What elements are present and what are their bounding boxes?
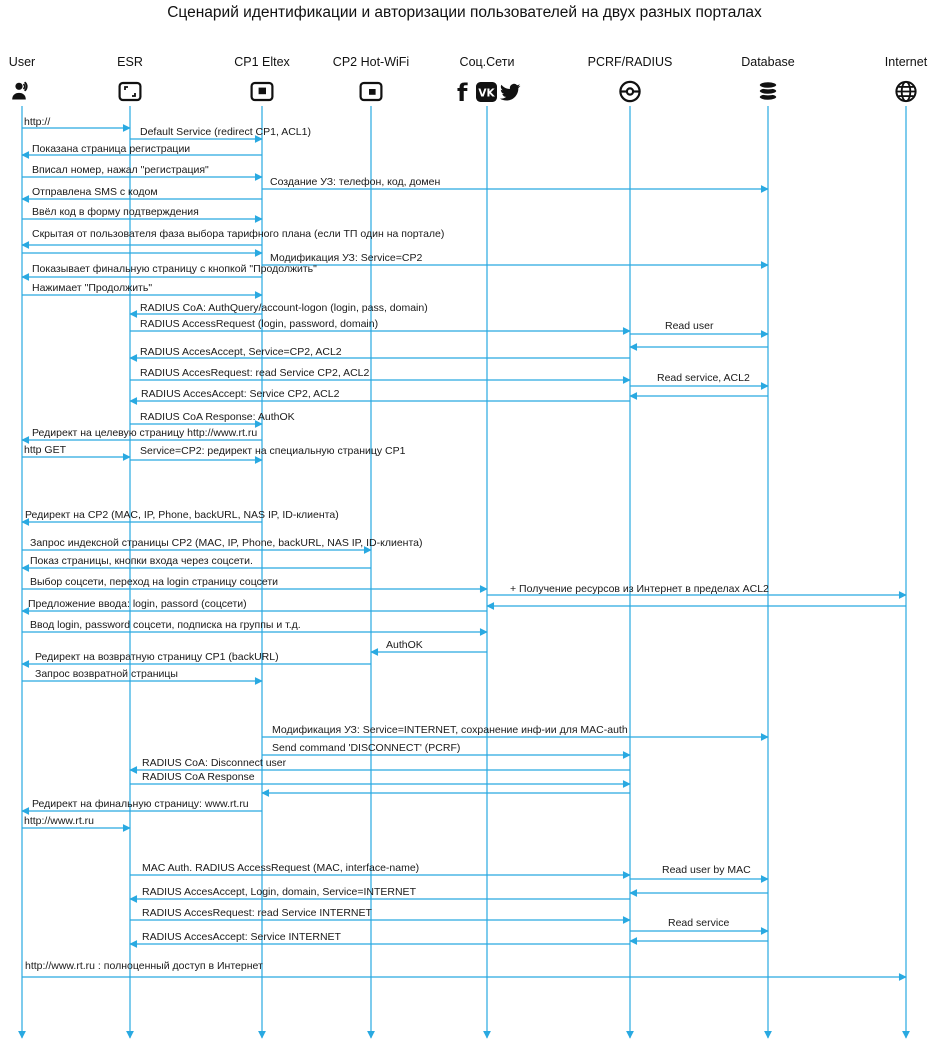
message-label-35: Запрос возвратной страницы	[35, 668, 178, 680]
svg-text:f: f	[457, 79, 468, 107]
message-label-18: Read service, ACL2	[657, 372, 750, 384]
vk-icon	[476, 82, 497, 102]
social-icons	[457, 79, 520, 107]
esr-icon	[120, 83, 141, 100]
actor-label-cp2: CP2 Hot-WiFi	[332, 55, 410, 69]
user-icon	[12, 83, 26, 100]
message-label-29: + Получение ресурсов из Интернет в пределах ACL2	[510, 583, 769, 595]
actor-label-social: Соц.Сети	[459, 55, 515, 69]
message-label-0: http://	[24, 116, 51, 128]
portal1-icon	[252, 83, 273, 100]
database-icon	[759, 81, 777, 100]
message-label-22: Редирект на целевую страницу http://www.rt.ru	[32, 427, 258, 439]
message-label-47: RADIUS AccesRequest: read Service INTERNET	[142, 907, 372, 919]
message-label-12: RADIUS CoA: AuthQuery/account-logon (login, pass, domain)	[140, 302, 428, 314]
message-label-44: Read user by MAC	[662, 864, 751, 876]
actor-label-user: User	[8, 55, 36, 69]
message-label-4: Создание УЗ: телефон, код, домен	[270, 176, 441, 188]
message-label-21: RADIUS CoA Response: AuthOK	[140, 411, 295, 423]
message-label-41: Редирект на финальную страницу: www.rt.ru	[32, 798, 249, 810]
actor-label-inet: Internet	[884, 55, 928, 69]
message-label-24: Service=CP2: редирект на специальную страницу CP1	[140, 445, 406, 457]
message-label-5: Отправлена SMS с кодом	[32, 186, 158, 198]
message-label-10: Показывает финальную страницу с кнопкой "Продолжить"	[32, 263, 317, 275]
message-label-7: Скрытая от пользователя фаза выбора тарифного плана (если ТП один на портале)	[32, 228, 445, 240]
message-label-25: Редирект на CP2 (MAC, IP, Phone, backURL, NAS IP, ID-клиента)	[25, 509, 339, 521]
message-label-11: Нажимает "Продолжить"	[32, 282, 153, 294]
twitter-icon	[500, 84, 520, 101]
message-label-46: RADIUS AccesAccept, Login, domain, Service=INTERNET	[142, 886, 416, 898]
facebook-icon	[457, 79, 468, 107]
message-label-3: Вписал номер, нажал "регистрация"	[32, 164, 209, 176]
message-label-1: Default Service (redirect CP1, ACL1)	[140, 126, 311, 138]
message-label-16: RADIUS AccesAccept, Service=CP2, ACL2	[140, 346, 342, 358]
message-label-31: Предложение ввода: login, passord (соцсети)	[28, 598, 247, 610]
portal2-icon	[361, 83, 382, 100]
pcrf-icon	[620, 82, 639, 101]
actor-label-esr: ESR	[117, 55, 143, 69]
message-label-43: MAC Auth. RADIUS AccessRequest (MAC, interface-name)	[142, 862, 420, 874]
message-label-38: RADIUS CoA: Disconnect user	[142, 757, 287, 769]
globe-icon	[896, 82, 915, 101]
message-label-14: Read user	[665, 320, 714, 332]
message-label-32: Ввод login, password соцсети, подписка на группы и т.д.	[30, 619, 301, 631]
message-label-6: Ввёл код в форму подтверждения	[32, 206, 199, 218]
message-label-28: Выбор соцсети, переход на login страницу соцсети	[30, 576, 279, 588]
svg-text:VK: VK	[478, 87, 495, 100]
actor-label-db: Database	[741, 55, 795, 69]
message-label-20: RADIUS AccesAccept: Service CP2, ACL2	[141, 388, 340, 400]
message-label-34: Редирект на возвратную страницу CP1 (backURL)	[35, 651, 279, 663]
message-label-2: Показана страница регистрации	[32, 143, 191, 155]
message-label-9: Модификация УЗ: Service=CP2	[270, 252, 423, 264]
message-label-48: Read service	[668, 917, 730, 929]
message-label-23: http GET	[24, 444, 67, 456]
message-label-36: Модификация УЗ: Service=INTERNET, сохранение инф-ии для MAC-auth	[272, 724, 628, 736]
message-label-42: http://www.rt.ru	[24, 815, 95, 827]
message-label-13: RADIUS AccessRequest (login, password, domain)	[140, 318, 379, 330]
message-label-26: Запрос индексной страницы CP2 (MAC, IP, Phone, backURL, NAS IP, ID-клиента)	[30, 537, 423, 549]
message-label-51: http://www.rt.ru : полноценный доступ в Интернет	[25, 960, 263, 972]
message-label-39: RADIUS CoA Response	[142, 771, 255, 783]
message-label-37: Send command 'DISCONNECT' (PCRF)	[272, 742, 461, 754]
message-label-27: Показ страницы, кнопки входа через соцсети.	[30, 555, 253, 567]
message-label-50: RADIUS AccesAccept: Service INTERNET	[142, 931, 341, 943]
actor-label-cp1: CP1 Eltex	[234, 55, 290, 69]
actor-label-pcrf: PCRF/RADIUS	[587, 55, 673, 69]
diagram-title: Сценарий идентификации и авторизации пользователей на двух разных порталах	[167, 4, 762, 21]
message-label-17: RADIUS AccesRequest: read Service CP2, ACL2	[140, 367, 370, 379]
message-label-33: AuthOK	[386, 639, 423, 651]
